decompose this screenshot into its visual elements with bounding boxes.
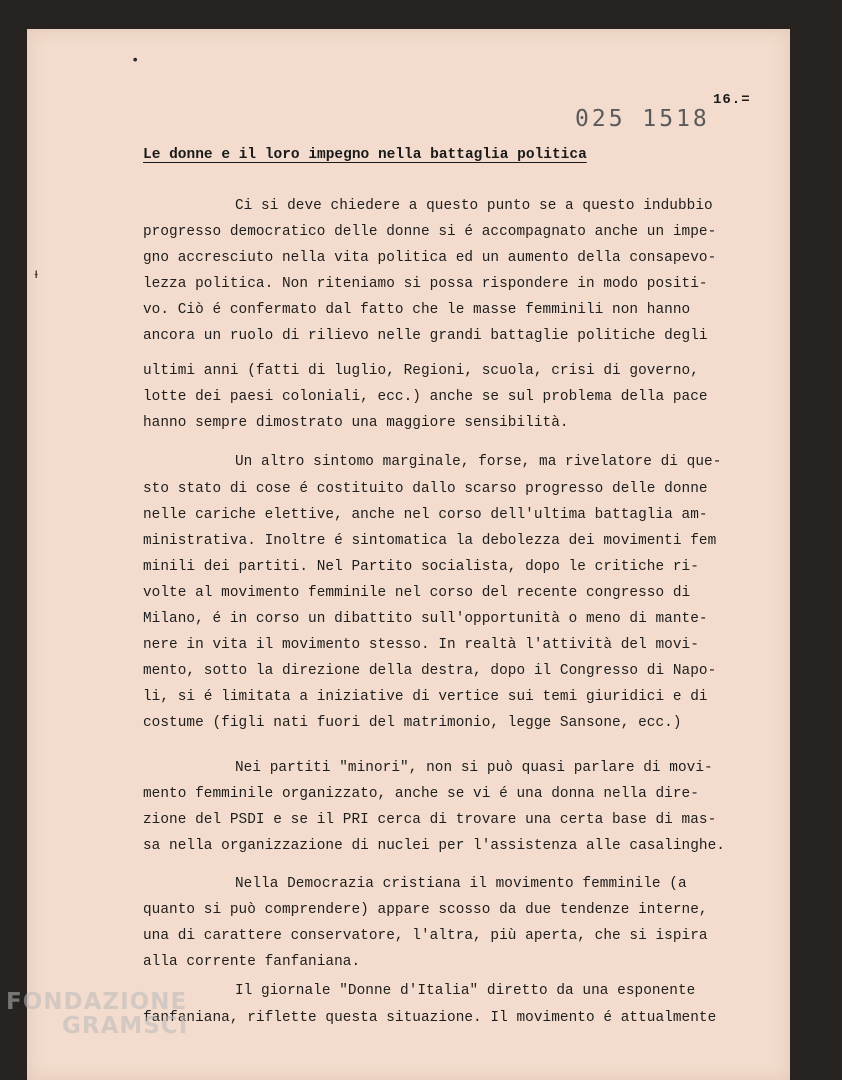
text-line: una di carattere conservatore, l'altra, più aperta, che si ispira	[143, 928, 708, 944]
watermark-line-2: GRAMSCI	[62, 1013, 189, 1039]
text-line: sa nella organizzazione di nuclei per l'assistenza alle casalinghe.	[143, 838, 725, 854]
text-line: quanto si può comprendere) appare scosso da due tendenze interne,	[143, 902, 708, 918]
text-line: mento femminile organizzato, anche se vi é una donna nella dire-	[143, 786, 699, 802]
text-line: fanfaniana, riflette questa situazione. Il movimento é attualmente	[143, 1010, 717, 1026]
text-line: zione del PSDI e se il PRI cerca di trovare una certa base di mas-	[143, 812, 717, 828]
page-number: 16.=	[713, 92, 751, 108]
text-line: Milano, é in corso un dibattito sull'opportunità o meno di mante-	[143, 611, 708, 627]
text-line: ancora un ruolo di rilievo nelle grandi battaglie politiche degli	[143, 328, 708, 344]
text-line: ultimi anni (fatti di luglio, Regioni, scuola, crisi di governo,	[143, 363, 699, 379]
archive-number-stamp: 025 1518	[575, 106, 710, 132]
text-line: Ci si deve chiedere a questo punto se a questo indubbio	[235, 198, 713, 214]
watermark-line-1: FONDAZIONE	[6, 989, 188, 1015]
text-line: progresso democratico delle donne si é accompagnato anche un impe-	[143, 224, 717, 240]
text-line: nere in vita il movimento stesso. In realtà l'attività del movi-	[143, 637, 699, 653]
text-line: volte al movimento femminile nel corso del recente congresso di	[143, 585, 691, 601]
text-line: Un altro sintomo marginale, forse, ma rivelatore di que-	[235, 454, 722, 470]
text-line: Nella Democrazia cristiana il movimento femminile (a	[235, 876, 687, 892]
text-line: ministrativa. Inoltre é sintomatica la debolezza dei movimenti fem	[143, 533, 717, 549]
text-line: vo. Ciò é confermato dal fatto che le masse femminili non hanno	[143, 302, 691, 318]
text-line: lotte dei paesi coloniali, ecc.) anche se sul problema della pace	[143, 389, 708, 405]
text-line: minili dei partiti. Nel Partito socialista, dopo le critiche ri-	[143, 559, 699, 575]
text-line: li, si é limitata a iniziative di vertice sui temi giuridici e di	[143, 689, 708, 705]
document-page	[27, 29, 790, 1080]
text-line: costume (figli nati fuori del matrimonio, legge Sansone, ecc.)	[143, 715, 682, 731]
text-line: lezza politica. Non riteniamo si possa rispondere in modo positi-	[143, 276, 708, 292]
text-line: alla corrente fanfaniana.	[143, 954, 361, 970]
text-line: Nei partiti "minori", non si può quasi parlare di movi-	[235, 760, 713, 776]
ink-mark: ᵻ	[32, 267, 41, 283]
text-line: sto stato di cose é costituito dallo scarso progresso delle donne	[143, 481, 708, 497]
text-line: Il giornale "Donne d'Italia" diretto da una esponente	[235, 983, 696, 999]
text-line: nelle cariche elettive, anche nel corso dell'ultima battaglia am-	[143, 507, 708, 523]
text-line: hanno sempre dimostrato una maggiore sensibilità.	[143, 415, 569, 431]
text-line: gno accresciuto nella vita politica ed un aumento della consapevo-	[143, 250, 717, 266]
text-line: mento, sotto la direzione della destra, dopo il Congresso di Napo-	[143, 663, 717, 679]
ink-dot: •	[131, 53, 140, 69]
document-title: Le donne e il loro impegno nella battaglia politica	[143, 147, 587, 163]
fondazione-gramsci-watermark	[6, 990, 188, 1038]
